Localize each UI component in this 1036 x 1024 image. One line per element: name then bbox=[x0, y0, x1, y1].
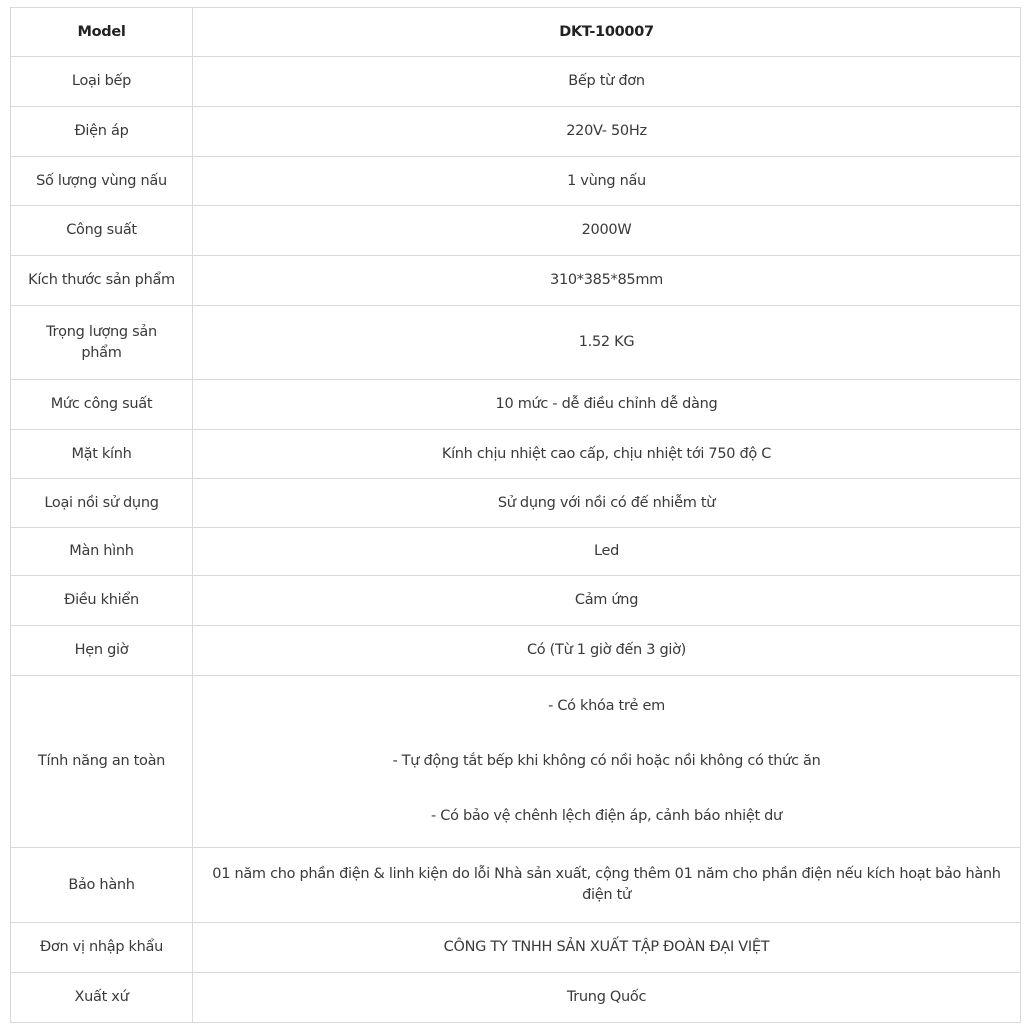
table-row bbox=[11, 157, 1021, 206]
row-value: Kính chịu nhiệt cao cấp, chịu nhiệt tới 750 độ C bbox=[193, 430, 1021, 479]
row-label: Loại bếp bbox=[11, 57, 193, 107]
table-row bbox=[11, 576, 1021, 626]
row-value: 10 mức - dễ điều chỉnh dễ dàng bbox=[193, 380, 1021, 430]
row-value: Trung Quốc bbox=[193, 973, 1021, 1023]
safety-feature-line: - Tự động tắt bếp khi không có nồi hoặc nồi không có thức ăn bbox=[392, 753, 821, 769]
row-label: Hẹn giờ bbox=[11, 626, 193, 676]
row-value: 2000W bbox=[193, 206, 1021, 256]
row-value-multiline bbox=[193, 676, 1021, 848]
table-row bbox=[11, 380, 1021, 430]
row-label: Số lượng vùng nấu bbox=[11, 157, 193, 206]
table-row bbox=[11, 107, 1021, 157]
row-value: 310*385*85mm bbox=[193, 256, 1021, 306]
table-row bbox=[11, 676, 1021, 848]
row-value: Led bbox=[193, 528, 1021, 576]
table-row bbox=[11, 626, 1021, 676]
row-value: Sử dụng với nồi có đế nhiễm từ bbox=[193, 479, 1021, 528]
row-label: Bảo hành bbox=[11, 848, 193, 923]
table-row bbox=[11, 973, 1021, 1023]
row-label: Điều khiển bbox=[11, 576, 193, 626]
row-label: Mức công suất bbox=[11, 380, 193, 430]
table-row bbox=[11, 57, 1021, 107]
spec-table-container bbox=[10, 7, 1021, 1023]
table-row bbox=[11, 306, 1021, 380]
table-row bbox=[11, 848, 1021, 923]
header-value: DKT-100007 bbox=[193, 8, 1021, 57]
table-row bbox=[11, 923, 1021, 973]
row-label: Công suất bbox=[11, 206, 193, 256]
row-label: Kích thước sản phẩm bbox=[11, 256, 193, 306]
row-value: Cảm ứng bbox=[193, 576, 1021, 626]
table-header-row bbox=[11, 8, 1021, 57]
row-label: Trọng lượng sản phẩm bbox=[11, 306, 193, 380]
row-label: Mặt kính bbox=[11, 430, 193, 479]
row-value: 220V- 50Hz bbox=[193, 107, 1021, 157]
table-row bbox=[11, 206, 1021, 256]
table-row bbox=[11, 479, 1021, 528]
row-value: Có (Từ 1 giờ đến 3 giờ) bbox=[193, 626, 1021, 676]
table-row bbox=[11, 256, 1021, 306]
safety-feature-line: - Có khóa trẻ em bbox=[548, 698, 665, 714]
row-value: 1 vùng nấu bbox=[193, 157, 1021, 206]
row-value: 1.52 KG bbox=[193, 306, 1021, 380]
table-row bbox=[11, 430, 1021, 479]
spec-table bbox=[10, 7, 1021, 1023]
row-value: 01 năm cho phần điện & linh kiện do lỗi Nhà sản xuất, cộng thêm 01 năm cho phần điện nếu kích hoạt bảo hành điện tử bbox=[193, 848, 1021, 923]
row-value: CÔNG TY TNHH SẢN XUẤT TẬP ĐOÀN ĐẠI VIỆT bbox=[193, 923, 1021, 973]
row-value: Bếp từ đơn bbox=[193, 57, 1021, 107]
row-label: Màn hình bbox=[11, 528, 193, 576]
row-label: Xuất xứ bbox=[11, 973, 193, 1023]
safety-feature-line: - Có bảo vệ chênh lệch điện áp, cảnh báo nhiệt dư bbox=[431, 808, 782, 824]
header-label: Model bbox=[11, 8, 193, 57]
row-label: Tính năng an toàn bbox=[11, 676, 193, 848]
table-row bbox=[11, 528, 1021, 576]
row-label: Đơn vị nhập khẩu bbox=[11, 923, 193, 973]
row-label: Điện áp bbox=[11, 107, 193, 157]
row-label: Loại nồi sử dụng bbox=[11, 479, 193, 528]
